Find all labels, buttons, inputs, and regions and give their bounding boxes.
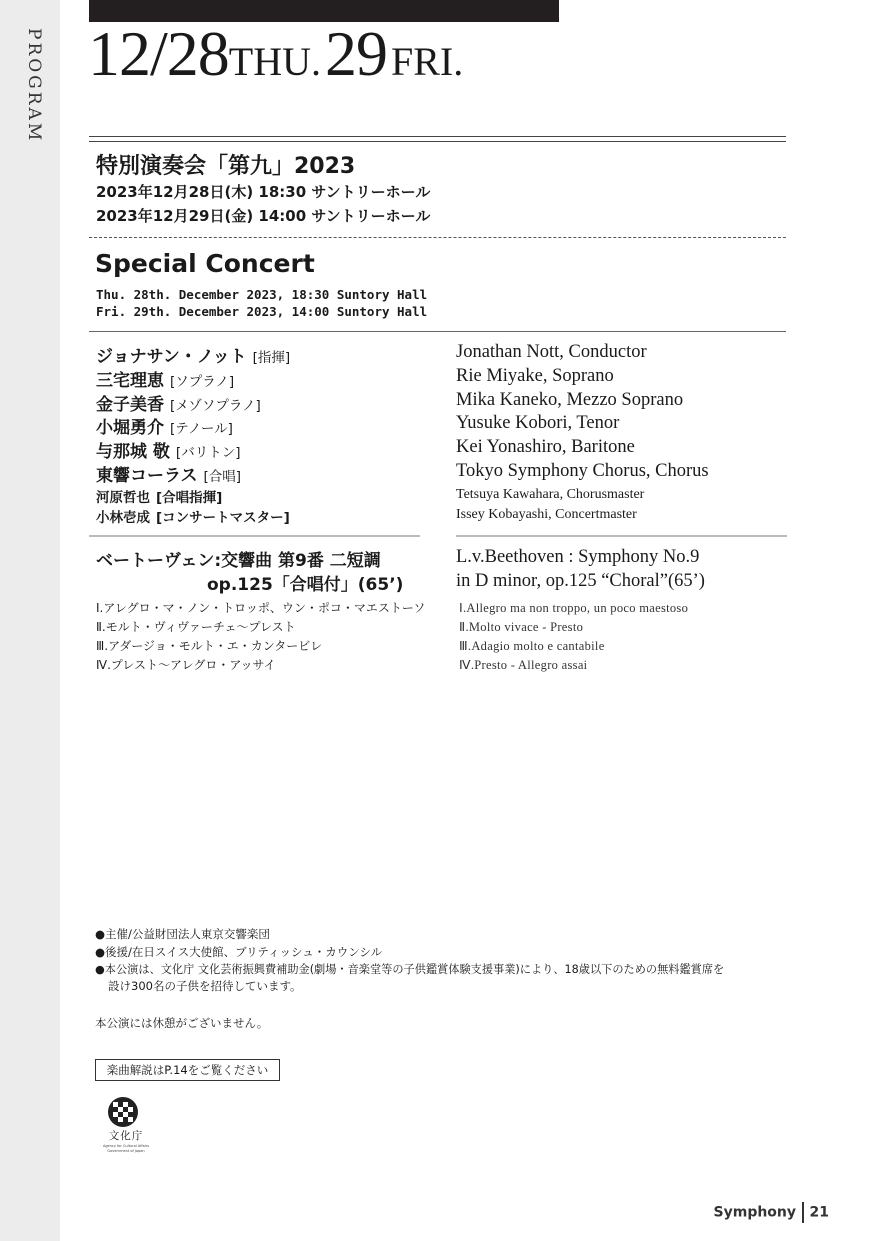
movement-jp: Ⅱ.モルト・ヴィヴァーチェ〜プレスト bbox=[96, 620, 296, 634]
concert-date-en: Fri. 29th. December 2023, 14:00 Suntory Hall bbox=[96, 304, 428, 319]
performer-jp bbox=[96, 366, 234, 391]
commentary-reference: 楽曲解説はP.14をご覧ください bbox=[95, 1059, 280, 1081]
movement-jp: Ⅲ.アダージョ・モルト・エ・カンタービレ bbox=[96, 639, 323, 653]
performer-name: 東響コーラス bbox=[96, 466, 198, 486]
performer-name: 三宅理恵 bbox=[96, 371, 164, 391]
page-folio bbox=[714, 1202, 829, 1223]
performer-name: 河原哲也 bbox=[96, 490, 150, 506]
concert-title-jp: 特別演奏会「第九」2023 bbox=[96, 154, 356, 179]
intermission-note: 本公演には休憩がございません。 bbox=[95, 1016, 269, 1030]
performer-role: [コンサートマスター] bbox=[156, 510, 290, 526]
concert-date-en: Thu. 28th. December 2023, 18:30 Suntory Hall bbox=[96, 287, 428, 302]
performer-en: Jonathan Nott, Conductor bbox=[456, 342, 647, 362]
performer-en: Yusuke Kobori, Tenor bbox=[456, 413, 620, 433]
performer-en: Issey Kobayashi, Concertmaster bbox=[456, 507, 637, 522]
performer-role: [合唱指揮] bbox=[156, 490, 223, 506]
concert-date-jp: 2023年12月28日(木) 18:30 サントリーホール bbox=[96, 183, 431, 201]
concert-title-en: Special Concert bbox=[95, 249, 315, 278]
movement-jp: Ⅰ.アレグロ・マ・ノン・トロッポ、ウン・ポコ・マエストーソ bbox=[96, 601, 426, 615]
performer-jp bbox=[96, 413, 233, 438]
performer-en: Rie Miyake, Soprano bbox=[456, 366, 614, 386]
performer-en: Kei Yonashiro, Baritone bbox=[456, 437, 635, 457]
date-second: 29 bbox=[325, 18, 387, 89]
performer-jp bbox=[96, 390, 261, 415]
note-subsidy: ●本公演は、文化庁 文化芸術振興費補助金(劇場・音楽堂等の子供鑑賞体験支援事業)により、18歳以下のための無料鑑賞席を bbox=[95, 963, 725, 976]
performer-jp bbox=[96, 342, 290, 367]
concert-date-jp: 2023年12月29日(金) 14:00 サントリーホール bbox=[96, 207, 431, 225]
sidebar bbox=[0, 0, 60, 1241]
divider-dashed bbox=[89, 237, 786, 238]
work-title-jp: ベートーヴェン:交響曲 第9番 二短調 bbox=[96, 551, 381, 571]
logo-subtext: Agency for Cultural Affairs Government of Japan bbox=[102, 1144, 150, 1153]
agency-for-cultural-affairs-logo bbox=[96, 1096, 156, 1160]
performer-name: 金子美香 bbox=[96, 395, 164, 415]
note-organizer: ●主催/公益財団法人東京交響楽団 bbox=[95, 927, 270, 941]
note-support: ●後援/在日スイス大使館、ブリティッシュ・カウンシル bbox=[95, 945, 383, 959]
performer-role: [指揮] bbox=[252, 350, 291, 366]
day-second: FRI. bbox=[391, 39, 464, 84]
movement-en: Ⅰ.Allegro ma non troppo, un poco maestoso bbox=[459, 601, 689, 615]
work-title-en: L.v.Beethoven : Symphony No.9 bbox=[456, 547, 700, 567]
page-number: 21 bbox=[809, 1204, 829, 1221]
note-subsidy-cont: 設け300名の子供を招待しています。 bbox=[108, 979, 302, 993]
performer-role: [テノール] bbox=[170, 421, 233, 437]
performer-jp bbox=[96, 437, 240, 462]
date-heading bbox=[88, 18, 464, 89]
performer-jp bbox=[96, 486, 222, 506]
divider-left bbox=[89, 535, 420, 537]
performer-en: Tetsuya Kawahara, Chorusmaster bbox=[456, 487, 645, 502]
performer-role: [合唱] bbox=[203, 469, 242, 485]
divider-double bbox=[89, 136, 786, 142]
date-first: 12/28 bbox=[88, 18, 229, 89]
performer-name: 与那城 敬 bbox=[96, 442, 170, 462]
performer-name: 小堀勇介 bbox=[96, 418, 164, 438]
magazine-name: Symphony bbox=[713, 1204, 797, 1221]
movement-en: Ⅳ.Presto - Allegro assai bbox=[459, 658, 588, 672]
divider-thin bbox=[89, 331, 786, 332]
performer-en: Mika Kaneko, Mezzo Soprano bbox=[456, 390, 684, 410]
movement-en: Ⅲ.Adagio molto e cantabile bbox=[459, 639, 605, 653]
logo-text: 文化庁 bbox=[108, 1130, 144, 1142]
performer-name: ジョナサン・ノット bbox=[96, 347, 247, 367]
divider-right bbox=[456, 535, 787, 537]
movement-en: Ⅱ.Molto vivace - Presto bbox=[459, 620, 584, 634]
performer-name: 小林壱成 bbox=[96, 510, 150, 526]
logo-emblem-icon bbox=[96, 1096, 156, 1128]
folio-separator bbox=[802, 1202, 804, 1223]
performer-jp bbox=[96, 506, 290, 526]
performer-jp bbox=[96, 461, 241, 486]
performer-role: [ソプラノ] bbox=[170, 374, 235, 390]
performer-role: [メゾソプラノ] bbox=[170, 398, 261, 414]
work-title-en-key: in D minor, op.125 “Choral”(65’) bbox=[456, 571, 705, 591]
work-title-jp-opus: op.125「合唱付」(65’) bbox=[207, 575, 404, 595]
movement-jp: Ⅳ.プレスト〜アレグロ・アッサイ bbox=[96, 658, 276, 672]
performer-en: Tokyo Symphony Chorus, Chorus bbox=[456, 461, 709, 481]
performer-role: [バリトン] bbox=[175, 445, 241, 461]
day-first: THU. bbox=[228, 39, 321, 84]
section-label: PROGRAM bbox=[24, 28, 44, 144]
